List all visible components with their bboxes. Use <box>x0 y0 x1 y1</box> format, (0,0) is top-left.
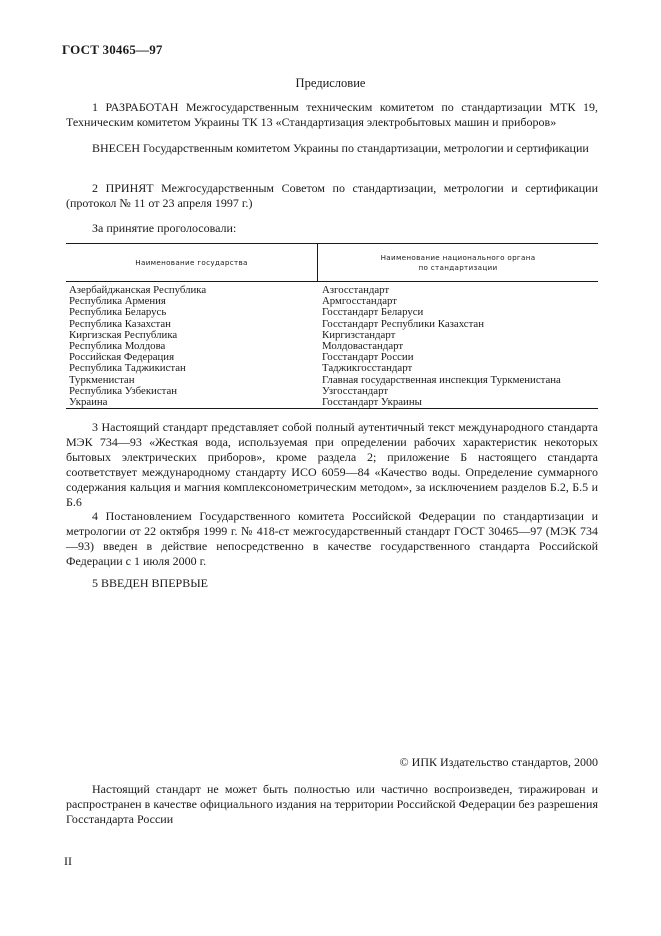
table-column-states <box>69 285 314 408</box>
table-cell-state: Республика Молдова <box>69 339 166 352</box>
table-cell-state: Туркменистан <box>69 373 135 386</box>
paragraph-first-introduced: 5 ВВЕДЕН ВПЕРВЫЕ <box>92 576 208 590</box>
table-header-divider <box>66 281 598 282</box>
table-cell-state: Украина <box>69 395 108 408</box>
table-cell-state: Республика Таджикистан <box>69 362 186 375</box>
table-cell-state: Республика Узбекистан <box>69 384 178 397</box>
table-cell-body: Госстандарт Республики Казахстан <box>322 317 484 330</box>
table-cell-state: Республика Казахстан <box>69 317 171 330</box>
reproduction-notice-text: Настоящий стандарт не может быть полностью или частично воспроизведен, тиражирован и распространен в качестве официального издания на территории Российской Федерации без разрешения Госстандарта России <box>66 782 598 826</box>
table-cell-body: Таджикгосстандарт <box>322 362 413 375</box>
voting-table <box>66 243 598 409</box>
paragraph-developed: 1 РАЗРАБОТАН Межгосударственным техническим комитетом по стандартизации МТК 19, Техническим комитетом Украины ТК 13 «Стандартизация электробытовых машин и приборов» <box>66 100 598 129</box>
table-cell-body: Азгосстандарт <box>322 284 390 296</box>
paragraph-introduced: ВНЕСЕН Государственным комитетом Украины по стандартизации, метрологии и сертификации <box>92 141 589 155</box>
paragraph-voted: За принятие проголосовали: <box>92 221 237 235</box>
table-cell-state: Киргизская Республика <box>69 328 178 341</box>
paragraph-standard-scope: 3 Настоящий стандарт представляет собой полный аутентичный текст международного стандарта МЭК 734—93 «Жесткая вода, используемая при определении рабочих характеристик некоторых бытовых электрических приборов», кроме раздела 2; приложение Б настоящего стандарта соответствует международному стандарту ИСО 6059—84 «Качество воды. Определение суммарного содержания кальция и магния комплексонометрическим методом», за исключением разделов Б.2, Б.5 и Б.6 <box>66 420 598 509</box>
table-cell-body: Госстандарт Украины <box>322 395 422 408</box>
table-cell-body: Армгосстандарт <box>322 295 397 308</box>
table-cell-body: Госстандарт России <box>322 351 414 364</box>
document-code: ГОСТ 30465—97 <box>62 42 163 57</box>
table-cell-state: Российская Федерация <box>69 351 175 364</box>
page-title: Предисловие <box>295 76 366 90</box>
table-cell-state: Азербайджанская Республика <box>69 284 207 296</box>
table-header-state: Наименование государства <box>135 257 248 267</box>
table-header-body <box>318 244 598 281</box>
table-header-body-line1: Наименование национального органа <box>380 252 536 262</box>
table-cell-state: Республика Армения <box>69 295 166 308</box>
table-cell-body: Киргизстандарт <box>322 328 396 341</box>
table-header-body-line2: по стандартизации <box>418 262 498 272</box>
table-column-bodies <box>322 285 598 408</box>
table-cell-body: Узгосстандарт <box>322 384 389 397</box>
paragraph-adopted: 2 ПРИНЯТ Межгосударственным Советом по стандартизации, метрологии и сертификации (протокол № 11 от 23 апреля 1997 г.) <box>66 181 598 210</box>
page-number: II <box>64 854 72 868</box>
table-cell-state: Республика Беларусь <box>69 306 167 319</box>
table-cell-body: Молдовастандарт <box>322 339 404 352</box>
reproduction-notice <box>66 782 598 827</box>
table-cell-body: Главная государственная инспекция Туркменистана <box>322 373 561 386</box>
copyright-line: © ИПК Издательство стандартов, 2000 <box>399 755 598 769</box>
table-cell-body: Госстандарт Беларуси <box>322 306 424 319</box>
paragraph-enactment: 4 Постановлением Государственного комитета Российской Федерации по стандартизации и метрологии от 22 октября 1999 г. № 418-ст межгосударственный стандарт ГОСТ 30465—97 (МЭК 734—93) введен в действие непосредственно в качестве государственного стандарта Российской Федерации с 1 июля 2000 г. <box>66 509 598 568</box>
